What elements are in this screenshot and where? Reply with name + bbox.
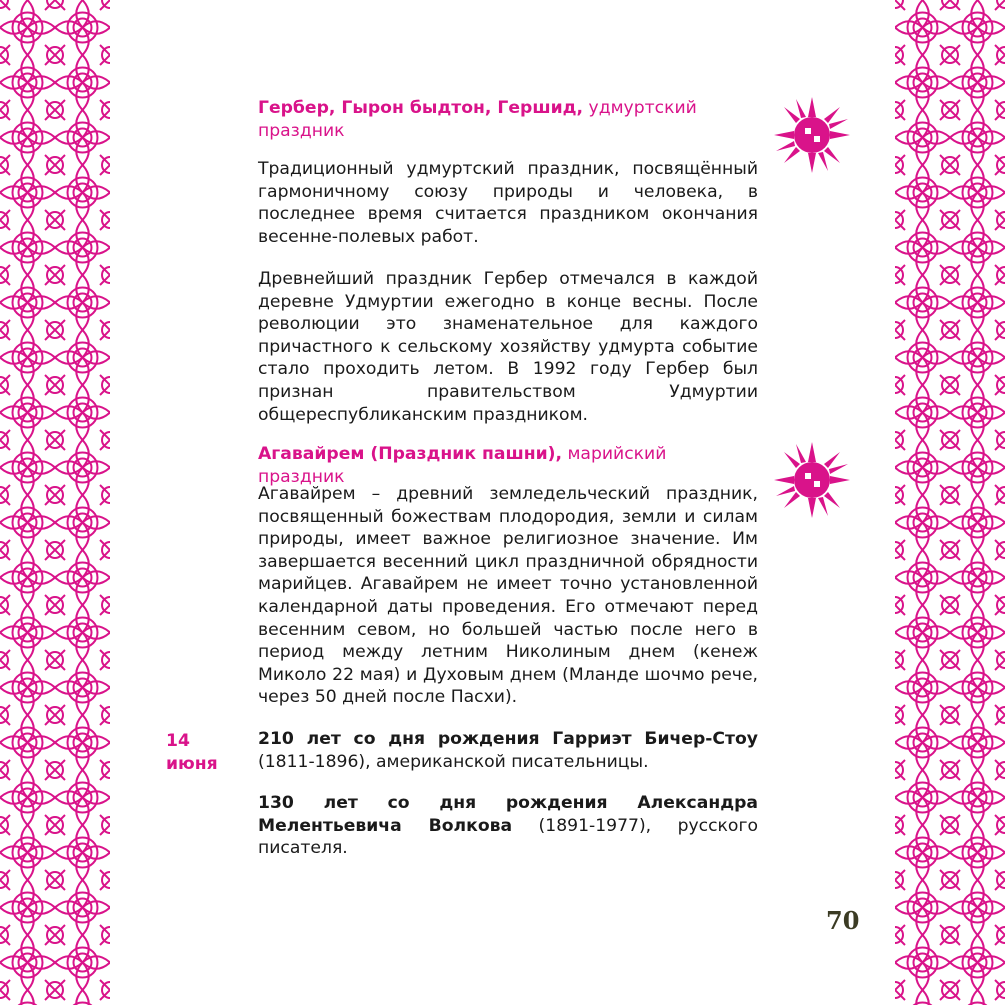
date-item-1-rest: (1811-1896), американской писательницы. [258,751,649,772]
section-2-paragraph-1: Агавайрем – древний земледельческий праздник, посвященный божествам плодородия, земли и силам природы, имеет важное религиозное значение. Им завершается весенний цикл праздничной обрядности марийцев. Агавайрем не имеет точно установленной календарной даты проведения. Его отмечают перед весенним севом, но большей частью после него в период между летним Николиным днем (кенеж Миколо 22 мая) и Духовым днем (Мланде шочмо рече, через 50 дней после Пасхи). [258,484,758,708]
date-item-2-bold: 130 лет со дня рождения Александра Мелентьевича Волкова [258,793,758,836]
right-ornament-border [895,0,1005,1005]
date-item-1 [258,728,758,773]
section-2-heading-bold: Агавайрем (Праздник пашни), [258,444,562,464]
section-1-heading [258,97,758,142]
ornament-pattern-icon [0,0,110,1005]
section-1-paragraph-1: Традиционный удмуртский праздник, посвящённый гармоничному союзу природы и человека, в последнее время считается праздником окончания весенне-полевых работ. [258,159,758,247]
section-1-paragraph-2: Древнейший праздник Гербер отмечался в каждой деревне Удмуртии ежегодно в конце весны. После революции это знаменательное для каждого причастного к сельскому хозяйству удмурта событие стало проходить летом. В 1992 году Гербер был признан правительством Удмуртии общереспубликанским праздником. [258,269,758,425]
section-2-heading [258,443,758,488]
section-1-heading-rest: удмуртский праздник [258,98,697,141]
page-number: 70 [826,906,860,935]
date-item-2 [258,792,758,860]
folk-sun-burst-icon [772,95,852,175]
ornament-pattern-icon [895,0,1005,1005]
date-label: 14 июня [166,731,218,774]
section-2-heading-rest: марийский праздник [258,444,667,487]
section-1-heading-bold: Гербер, Гырон быдтон, Гершид, [258,98,584,118]
date-item-1-bold: 210 лет со дня рождения Гарриэт Бичер-Стоу [258,729,758,749]
left-ornament-border [0,0,110,1005]
folk-sun-burst-icon [772,440,852,520]
date-item-2-rest: (1891-1977), русского писателя. [258,815,758,859]
